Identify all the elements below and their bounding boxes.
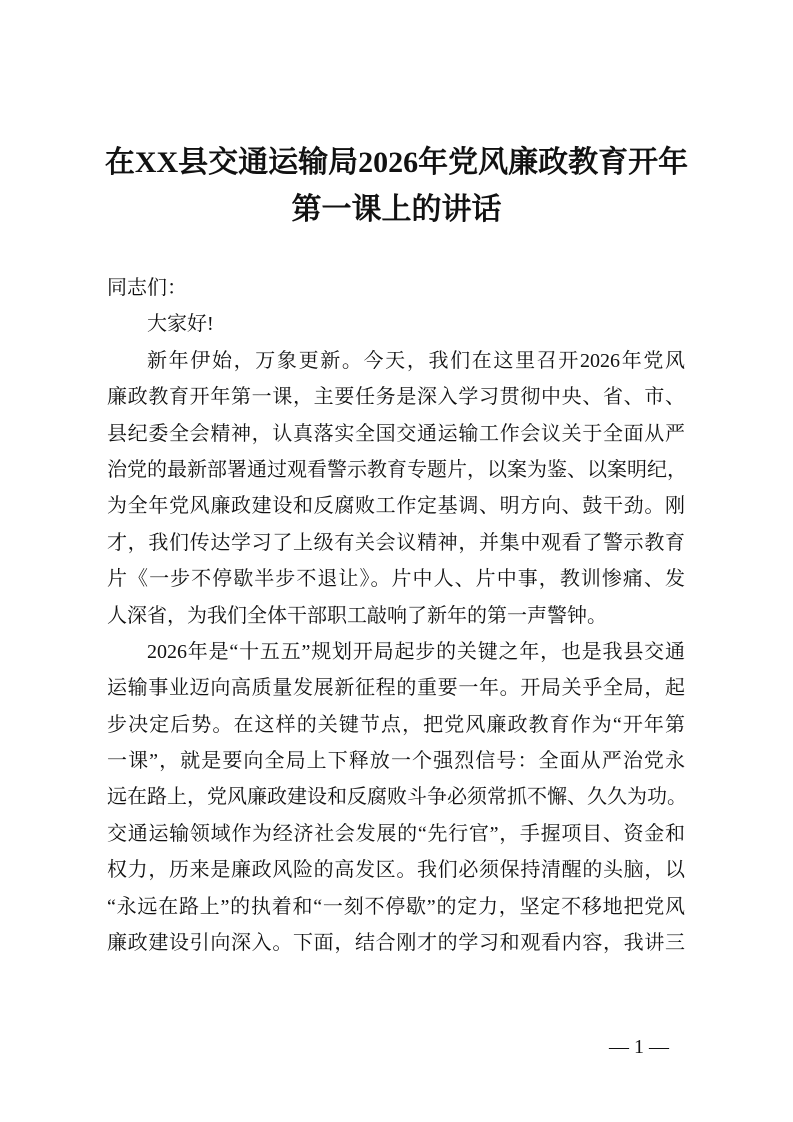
greeting: 大家好! (147, 313, 214, 336)
document-title-line-1: 在XX县交通运输局2026年党风廉政教育开年 (104, 146, 689, 179)
salutation: 同志们： (107, 277, 187, 299)
paragraph-line: 步决定后势。在这样的关键节点，把党风廉政教育作为“开年第 (107, 713, 685, 736)
document-title-line-2: 第一课上的讲话 (291, 193, 502, 226)
paragraph-line: 新年伊始，万象更新。今天，我们在这里召开2026年党风 (147, 349, 685, 372)
paragraph-line: 权力，历来是廉政风险的高发区。我们必须保持清醒的头脑，以 (107, 859, 685, 882)
paragraph-line: 县纪委全会精神，认真落实全国交通运输工作会议关于全面从严 (107, 422, 685, 445)
page-number-text: — 1 — (609, 1036, 669, 1058)
paragraph-line: 片《一步不停歇半步不退让》。片中人、片中事，教训惨痛、发 (107, 568, 685, 591)
paragraph-line: 2026年是“十五五”规划开局起步的关键之年，也是我县交通 (147, 640, 685, 663)
paragraph-line: 人深省，为我们全体干部职工敲响了新年的第一声警钟。 (107, 604, 607, 627)
document-body (107, 270, 685, 961)
paragraph-line: 远在路上，党风廉政建设和反腐败斗争必须常抓不懈、久久为功。 (107, 786, 687, 809)
paragraph-line: “永远在路上”的执着和“一刻不停歇”的定力，坚定不移地把党风 (107, 895, 685, 918)
paragraph-line: 交通运输领域作为经济社会发展的“先行官”，手握项目、资金和 (107, 822, 685, 845)
paragraph-line: 运输事业迈向高质量发展新征程的重要一年。开局关乎全局，起 (107, 677, 685, 700)
paragraph-line: 廉政教育开年第一课，主要任务是深入学习贯彻中央、省、市、 (107, 386, 685, 409)
paragraph-line: 才，我们传达学习了上级有关会议精神，并集中观看了警示教育 (107, 531, 685, 554)
paragraph-line: 为全年党风廉政建设和反腐败工作定基调、明方向、鼓干劲。刚 (107, 495, 685, 518)
paragraph-line: 一课”，就是要向全局上下释放一个强烈信号：全面从严治党永 (107, 750, 685, 773)
paragraph-line: 廉政建设引向深入。下面，结合刚才的学习和观看内容，我讲三 (107, 932, 685, 955)
page-number (0, 1032, 793, 1062)
paragraph-line: 治党的最新部署通过观看警示教育专题片，以案为鉴、以案明纪， (107, 458, 687, 481)
